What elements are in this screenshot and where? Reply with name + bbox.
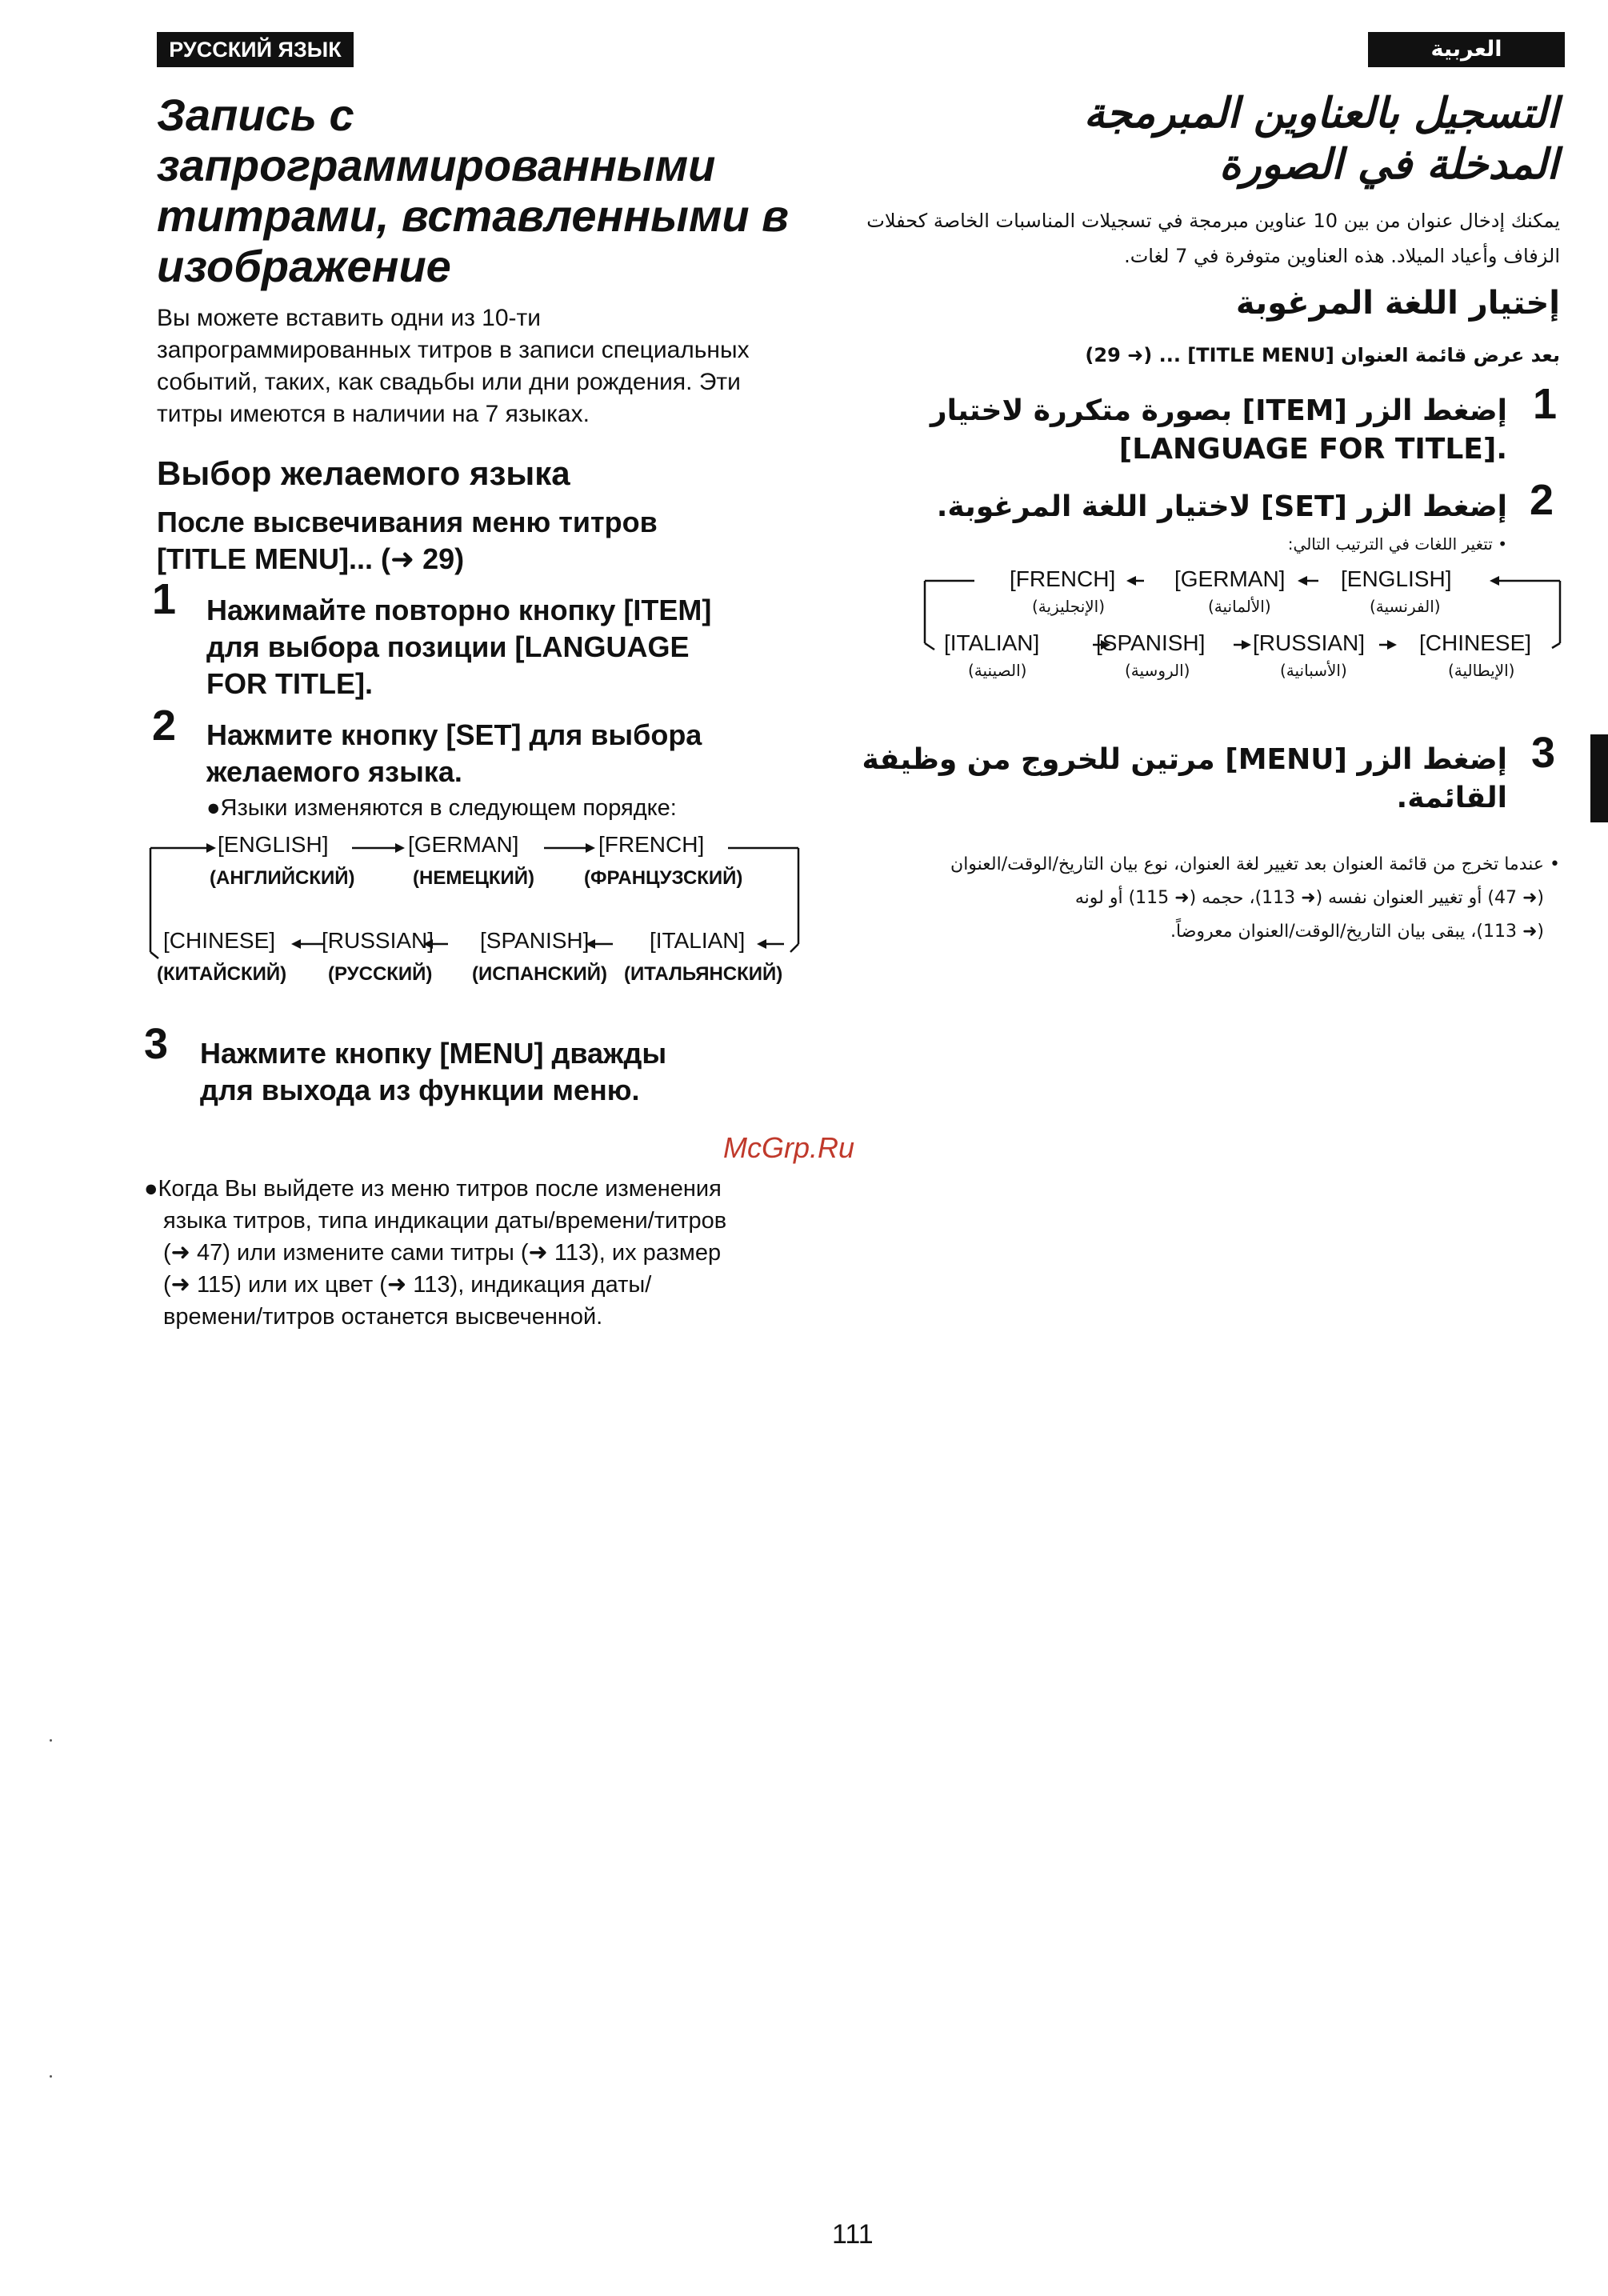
diagram-language: [CHINESE] <box>163 928 276 953</box>
scan-artifact <box>50 1739 52 1742</box>
title-line: Запись с <box>157 90 354 140</box>
step-number: 3 <box>1531 729 1556 777</box>
note-paragraph <box>144 1173 726 1333</box>
note-line: (➜ 47) или измените сами титры (➜ 113), их размер <box>163 1240 722 1266</box>
step-text <box>206 717 702 790</box>
sub-heading-line: [TITLE MENU]... (➜ 29) <box>157 542 465 575</box>
intro-line: запрограммированных титров в записи специальных <box>157 337 750 363</box>
step-line: Нажимайте повторно кнопку [ITEM] <box>206 594 712 626</box>
step-number: 1 <box>1533 380 1558 428</box>
note-line: ●Когда Вы выйдете из меню титров после изменения <box>144 1176 722 1202</box>
diagram-language-sub: (ИСПАНСКИЙ) <box>472 963 607 985</box>
step-line: [LANGUAGE FOR TITLE]. <box>1118 433 1507 466</box>
arabic-step-text <box>930 392 1507 469</box>
arabic-sub-heading: بعد عرض قائمة العنوان [TITLE MENU] ... (➜ 29) <box>1085 344 1560 366</box>
diagram-language-sub: (РУССКИЙ) <box>328 963 433 985</box>
step-line: FOR TITLE]. <box>206 667 373 700</box>
diagram-language-sub: (الإنجليزية) <box>1032 597 1106 616</box>
arabic-page-title <box>1084 88 1558 190</box>
intro-line: الزفاف وأعياد الميلاد. هذه العناوين متوفرة في 7 لغات. <box>1124 245 1560 267</box>
arabic-note-paragraph <box>950 848 1560 949</box>
intro-line: يمكنك إدخال عنوان من بين 10 عناوين مبرمجة في تسجيلات المناسبات الخاصة كحفلات <box>866 210 1560 232</box>
diagram-language: [FRENCH] <box>1010 566 1116 591</box>
step-line: القائمة. <box>1396 782 1507 814</box>
diagram-language-sub: (الفرنسية) <box>1370 597 1441 616</box>
note-line: (➜ 115) или их цвет (➜ 113), индикация даты/ <box>163 1272 652 1298</box>
page-number: 111 <box>832 2219 874 2250</box>
title-line: المدخلة في الصورة <box>1219 141 1558 189</box>
arabic-step-text <box>862 741 1507 818</box>
diagram-language-sub: (الصينية) <box>968 661 1027 680</box>
diagram-language: [GERMAN] <box>1174 566 1286 591</box>
title-line: запрограммированными <box>157 140 716 190</box>
note-line: языка титров, типа индикации даты/времени/титров <box>163 1208 727 1234</box>
step-line: Нажмите кнопку [MENU] дважды <box>200 1037 667 1070</box>
note-line: (➜ 47) أو تغيير العنوان نفسه (➜ 113)، حجمه (➜ 115) أو لونه <box>1074 888 1544 908</box>
step-line: إضغط الزر [SET] لاختيار اللغة المرغوبة. <box>936 490 1507 523</box>
step-line: إضغط الزر [ITEM] بصورة متكررة لاختيار <box>930 394 1507 427</box>
diagram-language: [RUSSIAN] <box>322 928 434 953</box>
arabic-section-heading: إختيار اللغة المرغوبة <box>1235 285 1560 322</box>
diagram-language: [CHINESE] <box>1419 630 1532 655</box>
diagram-language-sub: (КИТАЙСКИЙ) <box>157 963 287 985</box>
step-line: для выбора позиции [LANGUAGE <box>206 630 690 663</box>
diagram-language-sub: (НЕМЕЦКИЙ) <box>413 867 535 889</box>
step-note: ●Языки изменяются в следующем порядке: <box>206 795 677 821</box>
diagram-language-sub: (ФРАНЦУЗСКИЙ) <box>584 867 743 889</box>
diagram-language: [RUSSIAN] <box>1253 630 1366 655</box>
sub-heading <box>157 504 658 578</box>
diagram-language: [ENGLISH] <box>218 832 329 857</box>
arabic-step-text <box>937 488 1507 526</box>
sub-heading-line: После высвечивания меню титров <box>157 506 658 538</box>
title-line: التسجيل بالعناوين المبرمجة <box>1083 90 1558 138</box>
note-line: (➜ 113)، يبقى بيان التاريخ/الوقت/العنوان معروضاً. <box>1170 922 1544 942</box>
diagram-language: [ITALIAN] <box>944 630 1040 655</box>
diagram-language: [GERMAN] <box>408 832 519 857</box>
diagram-language-sub: (الأسبانية) <box>1280 661 1347 680</box>
diagram-language-sub: (الروسية) <box>1125 661 1190 680</box>
step-number: 2 <box>152 702 177 750</box>
diagram-language: [FRENCH] <box>598 832 705 857</box>
step-number: 3 <box>144 1020 169 1068</box>
step-number: 2 <box>1530 476 1554 524</box>
diagram-language: [ITALIAN] <box>650 928 746 953</box>
diagram-language: [ENGLISH] <box>1341 566 1452 591</box>
page-title <box>157 90 789 291</box>
step-text <box>206 592 711 702</box>
diagram-language: [SPANISH] <box>480 928 590 953</box>
note-line: времени/титров останется высвеченной. <box>163 1304 603 1330</box>
step-line: Нажмите кнопку [SET] для выбора <box>206 718 702 751</box>
step-line: для выхода из функции меню. <box>200 1074 640 1106</box>
section-heading: Выбор желаемого языка <box>157 454 570 492</box>
note-line: • عندما تخرج من قائمة العنوان بعد تغيير لغة العنوان، نوع بيان التاريخ/الوقت/العنوان <box>950 854 1560 874</box>
title-line: титрами, вставленными в <box>157 190 789 241</box>
scan-artifact <box>50 2075 52 2078</box>
arabic-intro-paragraph <box>866 203 1560 274</box>
intro-line: титры имеются в наличии на 7 языках. <box>157 401 590 427</box>
intro-line: Вы можете вставить одни из 10-ти <box>157 305 542 331</box>
diagram-language: [SPANISH] <box>1096 630 1206 655</box>
intro-paragraph <box>157 302 750 430</box>
arabic-step-note: • تتغير اللغات في الترتيب التالي: <box>1287 534 1507 554</box>
diagram-language-sub: (الألمانية) <box>1208 597 1271 616</box>
diagram-language-sub: (ИТАЛЬЯНСКИЙ) <box>624 963 783 985</box>
step-line: إضغط الزر [MENU] مرتين للخروج من وظيفة <box>862 743 1507 776</box>
step-line: желаемого языка. <box>206 755 462 788</box>
language-tab-russian: РУССКИЙ ЯЗЫК <box>157 32 354 67</box>
watermark: McGrp.Ru <box>723 1131 855 1164</box>
diagram-language-sub: (الإيطالية) <box>1448 661 1515 680</box>
intro-line: событий, таких, как свадьбы или дни рождения. Эти <box>157 369 741 395</box>
step-number: 1 <box>152 575 177 623</box>
language-tab-arabic: العربية <box>1368 32 1565 67</box>
step-text <box>200 1035 666 1109</box>
diagram-language-sub: (АНГЛИЙСКИЙ) <box>210 867 355 889</box>
title-line: изображение <box>157 241 451 291</box>
page-edge-marker <box>1590 734 1608 822</box>
